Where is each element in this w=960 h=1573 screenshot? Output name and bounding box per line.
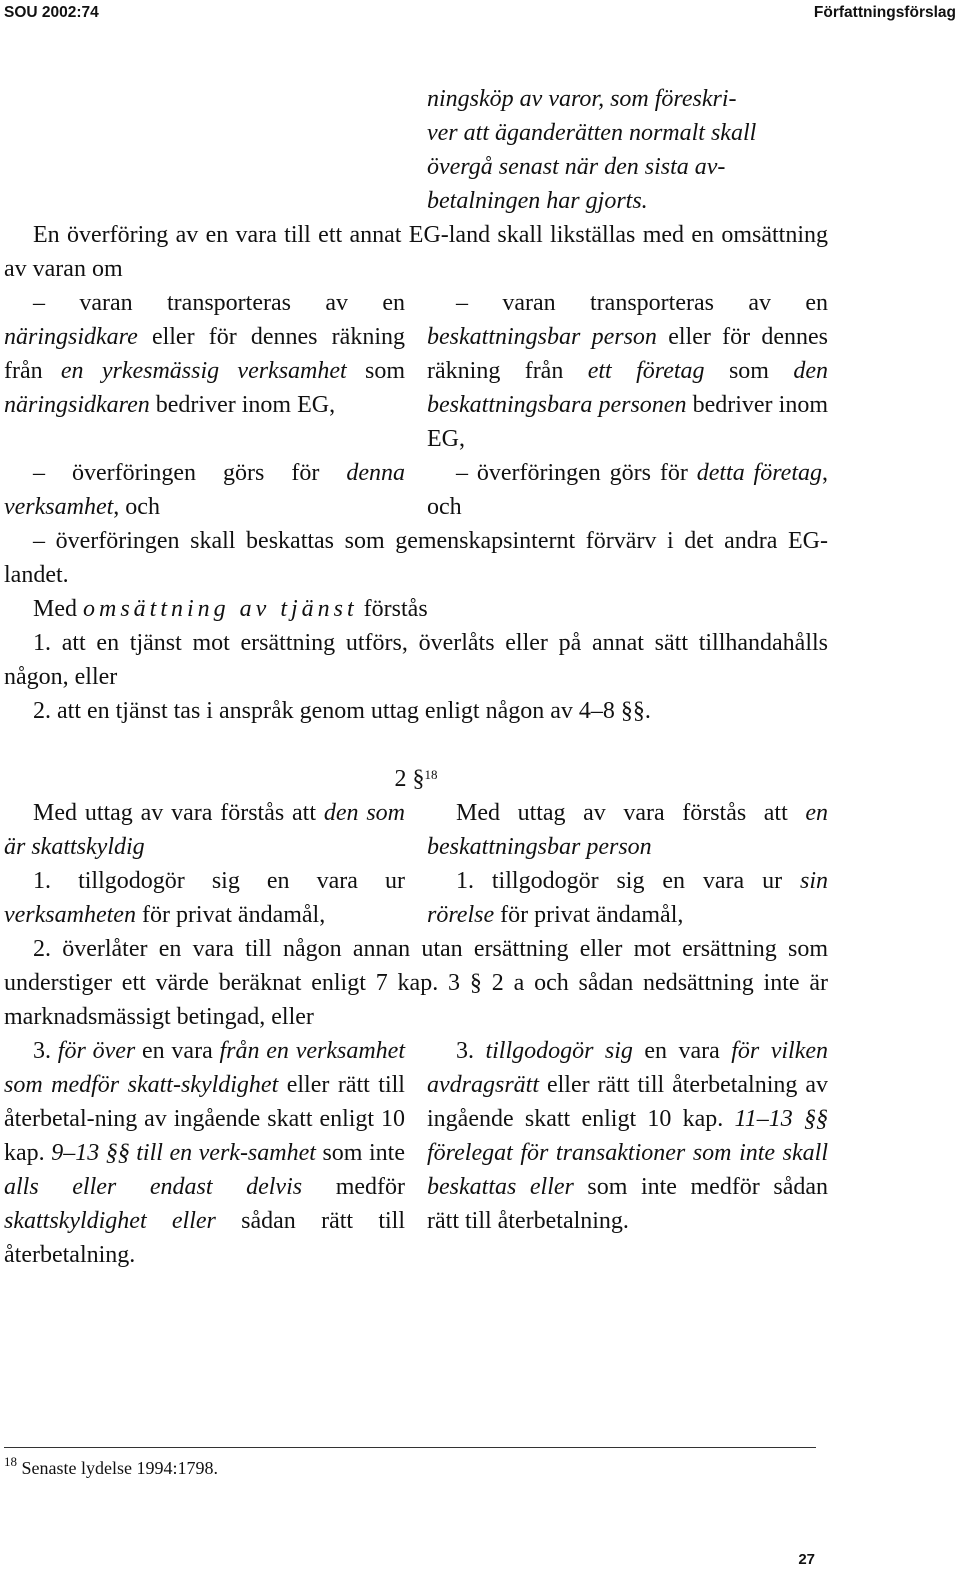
paragraph-service-definition: Med omsättning av tjänst förstås: [33, 596, 428, 622]
paragraph-item-2: 2. att en tjänst tas i anspråk genom uttag enligt någon av 4–8 §§.: [33, 698, 651, 724]
right-column-proposed: Med uttag av vara förstås att en beskattningsbar person: [427, 800, 828, 860]
right-column-proposed: – överföringen görs för detta företag, och: [427, 460, 828, 520]
left-column-current: – varan transporteras av en näringsidkare eller för dennes räkning från en yrkesmässig verksamhet som näringsidkaren bedriver inom EG,: [4, 290, 405, 418]
footnote: [4, 1454, 218, 1479]
running-header-right: Författningsförslag: [813, 4, 956, 21]
right-column-continuation: [427, 82, 828, 218]
left-column-current: 3. för över en vara från en verksamhet som medför skatt-skyldighet eller rätt till återbetal-ning av ingående skatt enligt 10 kap. 9–13 §§ till en verk-samhet som inte alls eller endast delvis medför skattskyldighet eller sådan rätt till återbetalning.: [4, 1038, 406, 1268]
running-header-left: SOU 2002:74: [4, 4, 99, 21]
comparison-row-4: [4, 864, 828, 932]
left-column-current: – överföringen görs för denna verksamhet, och: [4, 460, 405, 520]
footnote-number: 18: [4, 1454, 17, 1469]
continuation-line: övergå senast när den sista av-: [427, 154, 726, 180]
right-column-proposed: – varan transporteras av en beskattningsbar person eller för dennes räkning från ett företag som den beskattningsbara personen bedriver inom EG,: [427, 290, 829, 452]
right-column-proposed: 1. tillgodogör sig en vara ur sin rörelse för privat ändamål,: [427, 868, 828, 928]
comparison-row-1: [4, 286, 828, 456]
left-column-current: Med uttag av vara förstås att den som är skattskyldig: [4, 800, 406, 860]
continuation-line: betalningen har gjorts.: [427, 188, 648, 214]
continuation-line: ver att äganderätten normalt skall: [427, 120, 757, 146]
comparison-row-5: [4, 1034, 828, 1272]
paragraph-taxed-acquisition: – överföringen skall beskattas som gemenskapsinternt förvärv i det andra EG-landet.: [4, 528, 828, 588]
comparison-row-2: [4, 456, 828, 524]
footnote-text: Senaste lydelse 1994:1798.: [21, 1458, 218, 1478]
top-columns: [4, 82, 828, 218]
section-heading: 2 §$^{18}$: [394, 766, 438, 792]
paragraph-item-1: 1. att en tjänst mot ersättning utförs, överlåts eller på annat sätt tillhandahålls någon, eller: [4, 630, 828, 690]
footnote-separator: [4, 1447, 816, 1448]
continuation-line: ningsköp av varor, som föreskri-: [427, 86, 737, 112]
comparison-row-3: [4, 796, 828, 864]
left-column-empty: [4, 82, 405, 218]
document-body: [4, 82, 828, 1272]
paragraph-withdrawal-2: 2. överlåter en vara till någon annan utan ersättning eller mot ersättning som understiger ett värde beräknat enligt 7 kap. 3 § 2 a och sådan nedsättning inte är marknadsmässigt betingad, eller: [4, 936, 828, 1030]
paragraph-transfer: En överföring av en vara till ett annat EG-land skall likställas med en omsättning av varan om: [4, 222, 828, 282]
page-number: 27: [798, 1551, 815, 1568]
right-column-proposed: 3. tillgodogör sig en vara för vilken avdragsrätt eller rätt till återbetalning av ingående skatt enligt 10 kap. 11–13 §§ förelegat för transaktioner som inte skall beskattas eller som inte medför sådan rätt till återbetalning.: [427, 1038, 829, 1234]
left-column-current: 1. tillgodogör sig en vara ur verksamheten för privat ändamål,: [4, 868, 405, 928]
